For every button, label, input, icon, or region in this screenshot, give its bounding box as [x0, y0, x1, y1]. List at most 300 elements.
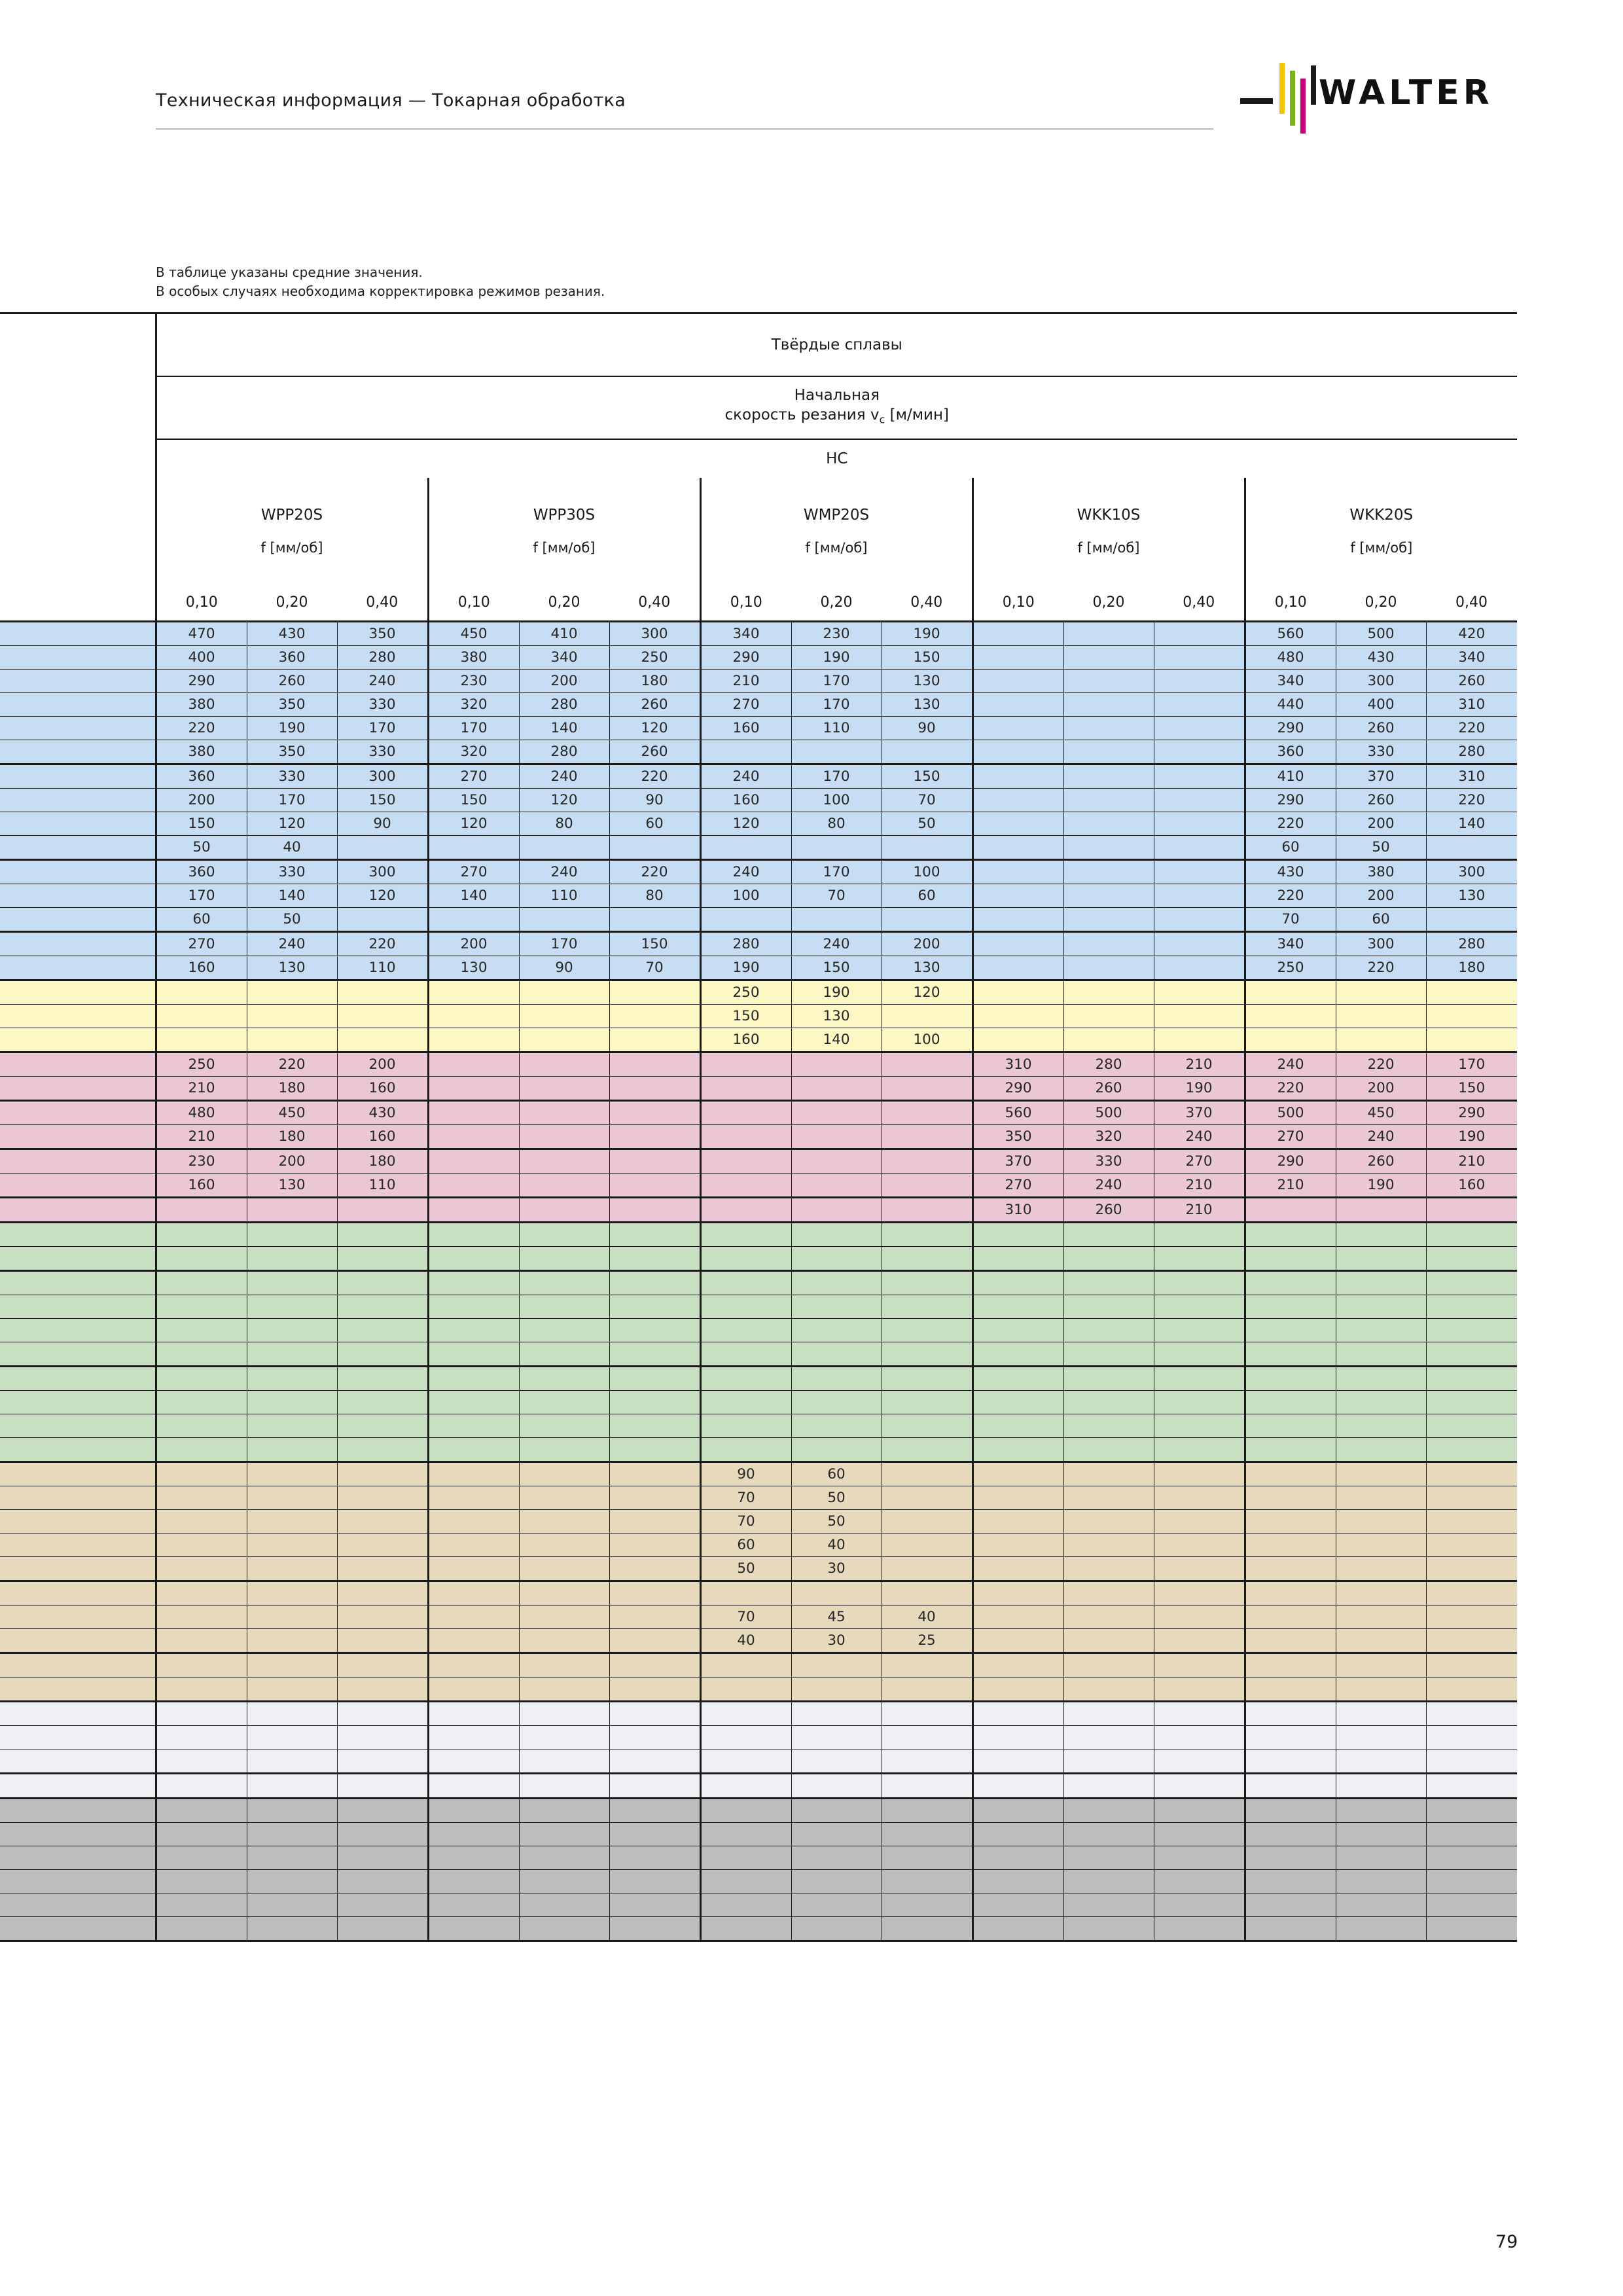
speed-value-cell [1154, 1438, 1245, 1462]
table-row [0, 1028, 1517, 1052]
speed-value-cell: 250 [700, 980, 791, 1005]
speed-value-cell [428, 1557, 519, 1581]
speed-value-cell [337, 1846, 428, 1870]
speed-value-cell [700, 1677, 791, 1702]
speed-value-cell [428, 1005, 519, 1028]
speed-value-cell [1154, 1749, 1245, 1774]
speed-value-cell [1426, 1749, 1517, 1774]
speed-value-cell [700, 1052, 791, 1077]
speed-value-cell [1336, 1653, 1426, 1677]
speed-value-cell: 280 [1426, 932, 1517, 956]
speed-value-cell: 160 [337, 1125, 428, 1149]
speed-value-cell [519, 1749, 609, 1774]
speed-value-cell: 360 [247, 646, 337, 670]
speed-value-cell [519, 1823, 609, 1846]
speed-value-cell [156, 1367, 247, 1391]
material-row-label-cell [0, 1223, 156, 1247]
speed-value-cell [428, 1198, 519, 1223]
material-row-label-cell [0, 1917, 156, 1941]
speed-value-cell [519, 1702, 609, 1726]
speed-value-cell: 90 [700, 1462, 791, 1486]
speed-value-cell [1154, 1247, 1245, 1271]
speed-value-cell [791, 1391, 882, 1414]
speed-value-cell [882, 1581, 972, 1605]
speed-value-cell [609, 1223, 700, 1247]
speed-value-cell [1245, 1677, 1336, 1702]
speed-value-cell [1154, 956, 1245, 980]
speed-value-cell [609, 1870, 700, 1893]
speed-value-cell: 130 [882, 693, 972, 717]
speed-value-cell [700, 1917, 791, 1941]
table-row [0, 1749, 1517, 1774]
speed-value-cell [609, 1462, 700, 1486]
speed-value-cell [428, 1653, 519, 1677]
speed-value-cell [1426, 1271, 1517, 1295]
speed-value-cell: 100 [791, 789, 882, 812]
speed-value-cell [247, 1653, 337, 1677]
speed-value-cell [972, 717, 1063, 740]
speed-value-cell [1063, 1726, 1154, 1749]
speed-value-cell [519, 1342, 609, 1367]
speed-value-cell [247, 1917, 337, 1941]
speed-value-cell: 220 [609, 860, 700, 884]
speed-value-cell: 160 [700, 789, 791, 812]
speed-value-cell [791, 1125, 882, 1149]
speed-value-cell [882, 1295, 972, 1319]
speed-value-cell [1154, 1462, 1245, 1486]
speed-value-cell: 190 [700, 956, 791, 980]
speed-value-cell [791, 1101, 882, 1125]
speed-value-cell: 100 [882, 860, 972, 884]
speed-value-cell: 310 [972, 1198, 1063, 1223]
speed-value-cell [609, 1247, 700, 1271]
coating-heading: HC [826, 450, 848, 467]
table-row [0, 1510, 1517, 1534]
speed-value-cell: 190 [1336, 1174, 1426, 1198]
speed-value-cell: 260 [609, 693, 700, 717]
speed-value-cell [609, 1893, 700, 1917]
table-row [0, 1223, 1517, 1247]
material-row-label-cell [0, 1028, 156, 1052]
material-row-label-cell [0, 908, 156, 932]
speed-value-cell [1063, 1799, 1154, 1823]
speed-value-cell [428, 1799, 519, 1823]
speed-value-cell: 200 [156, 789, 247, 812]
speed-value-cell: 80 [519, 812, 609, 836]
speed-value-cell [1336, 1774, 1426, 1799]
speed-value-cell: 130 [882, 956, 972, 980]
speed-value-cell [791, 1174, 882, 1198]
material-row-label-cell [0, 1774, 156, 1799]
speed-value-cell [337, 1677, 428, 1702]
speed-value-cell [337, 1581, 428, 1605]
speed-value-cell [337, 1247, 428, 1271]
lead-cell [0, 478, 156, 584]
speed-value-cell [1426, 1702, 1517, 1726]
speed-value-cell [791, 1749, 882, 1774]
speed-value-cell [1063, 932, 1154, 956]
speed-value-cell: 90 [337, 812, 428, 836]
speed-value-cell [609, 1271, 700, 1295]
speed-value-cell: 270 [428, 764, 519, 789]
speed-value-cell [428, 1677, 519, 1702]
speed-value-cell [1245, 1510, 1336, 1534]
speed-value-cell [972, 1677, 1063, 1702]
speed-value-cell [519, 1557, 609, 1581]
speed-value-cell [337, 1462, 428, 1486]
speed-value-cell [1245, 1247, 1336, 1271]
speed-value-cell [1154, 1342, 1245, 1367]
speed-value-cell: 270 [700, 693, 791, 717]
table-row [0, 1367, 1517, 1391]
speed-value-cell: 30 [791, 1629, 882, 1653]
speed-value-cell [791, 1367, 882, 1391]
speed-value-cell: 160 [700, 717, 791, 740]
speed-value-cell [1154, 860, 1245, 884]
speed-value-cell [1063, 1438, 1154, 1462]
speed-value-cell [700, 1823, 791, 1846]
speed-value-cell: 150 [428, 789, 519, 812]
speed-value-cell [1336, 1510, 1426, 1534]
speed-value-cell [1154, 1677, 1245, 1702]
speed-value-cell [882, 1367, 972, 1391]
speed-value-cell: 280 [1426, 740, 1517, 764]
speed-value-cell [519, 1462, 609, 1486]
speed-value-cell: 240 [519, 860, 609, 884]
speed-value-cell [428, 1629, 519, 1653]
speed-value-cell [1154, 1005, 1245, 1028]
speed-value-cell [428, 1174, 519, 1198]
speed-value-cell [156, 1581, 247, 1605]
speed-value-cell [700, 836, 791, 860]
speed-value-cell [247, 1605, 337, 1629]
feed-value-heading: 0,20 [548, 594, 580, 611]
speed-value-cell: 150 [337, 789, 428, 812]
logo-bars-icon [1240, 59, 1319, 137]
speed-value-cell: 290 [1245, 717, 1336, 740]
table-row [0, 740, 1517, 764]
speed-value-cell [519, 1846, 609, 1870]
speed-value-cell: 240 [1245, 1052, 1336, 1077]
speed-value-cell [337, 1223, 428, 1247]
speed-value-cell: 220 [247, 1052, 337, 1077]
speed-value-cell: 270 [428, 860, 519, 884]
table-row [0, 980, 1517, 1005]
speed-value-cell: 140 [1426, 812, 1517, 836]
speed-value-cell [428, 1917, 519, 1941]
speed-value-cell [700, 1653, 791, 1677]
speed-value-cell [1426, 1510, 1517, 1534]
speed-value-cell: 250 [609, 646, 700, 670]
speed-value-cell [1154, 812, 1245, 836]
speed-value-cell: 120 [247, 812, 337, 836]
speed-value-cell [609, 1438, 700, 1462]
speed-value-cell [247, 1295, 337, 1319]
speed-value-cell [1063, 1557, 1154, 1581]
speed-value-cell [156, 1702, 247, 1726]
speed-value-cell: 200 [428, 932, 519, 956]
speed-value-cell: 330 [247, 764, 337, 789]
speed-value-cell: 150 [700, 1005, 791, 1028]
lead-cell [0, 439, 156, 478]
speed-value-cell [609, 1295, 700, 1319]
speed-value-cell [700, 1247, 791, 1271]
speed-value-cell [609, 1702, 700, 1726]
speed-value-cell [1063, 1749, 1154, 1774]
speed-value-cell [519, 1510, 609, 1534]
speed-value-cell [882, 1823, 972, 1846]
speed-value-cell [428, 1052, 519, 1077]
table-row [0, 1077, 1517, 1101]
speed-value-cell: 150 [882, 646, 972, 670]
speed-value-cell [1336, 1005, 1426, 1028]
speed-value-cell [609, 1319, 700, 1342]
speed-value-cell [428, 1149, 519, 1174]
grade-name: WKK10S [1077, 507, 1141, 524]
speed-value-cell [1336, 1462, 1426, 1486]
speed-value-cell: 220 [1336, 956, 1426, 980]
speed-value-cell: 290 [1426, 1101, 1517, 1125]
speed-value-cell [972, 1846, 1063, 1870]
speed-value-cell [428, 1125, 519, 1149]
speed-value-cell: 430 [247, 622, 337, 646]
speed-value-cell: 440 [1245, 693, 1336, 717]
speed-value-cell: 210 [1245, 1174, 1336, 1198]
speed-value-cell [337, 1510, 428, 1534]
speed-value-cell [1063, 1677, 1154, 1702]
speed-value-cell [882, 1005, 972, 1028]
speed-value-cell: 170 [337, 717, 428, 740]
speed-value-cell [1426, 1005, 1517, 1028]
speed-value-cell [1154, 764, 1245, 789]
grade-heading [700, 478, 972, 584]
material-row-label-cell [0, 1367, 156, 1391]
speed-value-cell [882, 1174, 972, 1198]
speed-value-cell [1063, 1823, 1154, 1846]
material-row-label-cell [0, 717, 156, 740]
speed-value-cell: 220 [609, 764, 700, 789]
speed-value-cell [972, 1247, 1063, 1271]
material-row-label-cell [0, 1534, 156, 1557]
speed-value-cell: 240 [337, 670, 428, 693]
cutting-speed-table [0, 312, 1517, 1942]
speed-value-cell [1245, 1319, 1336, 1342]
speed-value-cell: 180 [247, 1077, 337, 1101]
table-row [0, 789, 1517, 812]
speed-value-cell [1154, 670, 1245, 693]
speed-value-cell: 400 [156, 646, 247, 670]
speed-value-cell: 240 [1336, 1125, 1426, 1149]
speed-value-cell: 190 [1154, 1077, 1245, 1101]
speed-value-cell [1063, 717, 1154, 740]
speed-value-cell [700, 1271, 791, 1295]
speed-value-cell [1063, 836, 1154, 860]
grade-name: WKK20S [1349, 507, 1414, 524]
speed-value-cell [609, 980, 700, 1005]
speed-value-cell [609, 1342, 700, 1367]
speed-value-cell: 280 [337, 646, 428, 670]
table-row [0, 1271, 1517, 1295]
material-row-label-cell [0, 836, 156, 860]
speed-value-cell [247, 1414, 337, 1438]
speed-value-cell: 50 [700, 1557, 791, 1581]
speed-value-cell [519, 908, 609, 932]
speed-value-cell [428, 1271, 519, 1295]
speed-value-cell [609, 1367, 700, 1391]
speed-value-cell: 300 [609, 622, 700, 646]
speed-value-cell: 370 [1154, 1101, 1245, 1125]
speed-value-cell [1154, 1414, 1245, 1438]
table-row [0, 1726, 1517, 1749]
speed-value-cell [519, 1028, 609, 1052]
material-row-label-cell [0, 1870, 156, 1893]
feed-value-heading: 0,10 [1002, 594, 1035, 611]
speed-value-cell: 200 [247, 1149, 337, 1174]
speed-value-cell: 340 [1426, 646, 1517, 670]
speed-value-cell: 210 [156, 1077, 247, 1101]
speed-value-cell [337, 1367, 428, 1391]
table-row [0, 1799, 1517, 1823]
material-row-label-cell [0, 1702, 156, 1726]
speed-value-cell [428, 1247, 519, 1271]
table-row [0, 1462, 1517, 1486]
speed-value-cell: 280 [519, 740, 609, 764]
speed-value-cell [519, 1319, 609, 1342]
material-row-label-cell [0, 646, 156, 670]
speed-value-cell [1154, 1534, 1245, 1557]
speed-value-cell [337, 1605, 428, 1629]
speed-value-cell [1154, 884, 1245, 908]
speed-value-cell: 430 [1336, 646, 1426, 670]
material-row-label-cell [0, 980, 156, 1005]
material-row-label-cell [0, 764, 156, 789]
speed-value-cell: 250 [156, 1052, 247, 1077]
speed-value-cell [972, 1005, 1063, 1028]
speed-value-cell [519, 1077, 609, 1101]
speed-value-cell [337, 1702, 428, 1726]
material-row-label-cell [0, 1174, 156, 1198]
speed-value-cell [337, 1342, 428, 1367]
feed-unit-label: f [мм/об] [805, 540, 868, 556]
speed-value-cell [156, 1391, 247, 1414]
speed-value-cell [1154, 1870, 1245, 1893]
speed-value-cell [1245, 1223, 1336, 1247]
speed-value-cell: 280 [1063, 1052, 1154, 1077]
speed-value-cell [609, 1510, 700, 1534]
speed-value-cell [156, 1271, 247, 1295]
grade-heading [1245, 478, 1517, 584]
speed-value-cell [1154, 1799, 1245, 1823]
speed-value-cell [156, 1295, 247, 1319]
speed-subscript: c [879, 413, 885, 426]
speed-value-cell [1154, 980, 1245, 1005]
speed-value-cell [1336, 1198, 1426, 1223]
speed-value-cell [1245, 1629, 1336, 1653]
speed-value-cell: 210 [1154, 1052, 1245, 1077]
speed-value-cell [882, 1870, 972, 1893]
speed-value-cell [1063, 670, 1154, 693]
speed-value-cell: 380 [156, 740, 247, 764]
speed-value-cell [882, 1893, 972, 1917]
speed-value-cell: 180 [1426, 956, 1517, 980]
material-row-label-cell [0, 1271, 156, 1295]
speed-value-cell [1154, 932, 1245, 956]
speed-value-cell [700, 1774, 791, 1799]
speed-value-cell [609, 1653, 700, 1677]
speed-value-cell [519, 1125, 609, 1149]
material-row-label-cell [0, 1581, 156, 1605]
speed-value-cell: 160 [156, 1174, 247, 1198]
speed-value-cell: 290 [700, 646, 791, 670]
table-row [0, 1319, 1517, 1342]
material-row-label-cell [0, 740, 156, 764]
speed-value-cell: 200 [519, 670, 609, 693]
speed-value-cell [1063, 764, 1154, 789]
speed-value-cell [972, 1028, 1063, 1052]
speed-value-cell: 50 [882, 812, 972, 836]
speed-value-cell: 190 [791, 980, 882, 1005]
speed-value-cell [791, 1198, 882, 1223]
speed-value-cell [1245, 1581, 1336, 1605]
speed-value-cell [700, 1198, 791, 1223]
speed-value-cell [791, 1917, 882, 1941]
table-row [0, 836, 1517, 860]
feed-value-heading: 0,40 [337, 584, 428, 622]
speed-value-cell [428, 908, 519, 932]
speed-value-cell [1063, 1702, 1154, 1726]
speed-value-cell [882, 1414, 972, 1438]
table-row [0, 764, 1517, 789]
speed-value-cell [156, 1438, 247, 1462]
speed-value-cell [1063, 1774, 1154, 1799]
speed-value-cell: 70 [700, 1486, 791, 1510]
speed-value-cell [972, 1629, 1063, 1653]
speed-value-cell [609, 1149, 700, 1174]
note-line: В особых случаях необходима корректировка режимов резания. [156, 283, 605, 299]
speed-value-cell [519, 1101, 609, 1125]
speed-value-cell: 220 [1245, 812, 1336, 836]
speed-value-cell [156, 1319, 247, 1342]
speed-value-cell [1154, 1629, 1245, 1653]
speed-value-cell [156, 1198, 247, 1223]
speed-value-cell [1063, 1486, 1154, 1510]
speed-value-cell [1063, 1223, 1154, 1247]
speed-value-cell [428, 1774, 519, 1799]
speed-value-cell [1426, 1319, 1517, 1342]
speed-value-cell [700, 1846, 791, 1870]
speed-value-cell [972, 1510, 1063, 1534]
table-row [0, 1823, 1517, 1846]
speed-value-cell [882, 1077, 972, 1101]
speed-value-cell: 220 [1426, 717, 1517, 740]
material-row-label-cell [0, 1077, 156, 1101]
speed-value-cell: 330 [247, 860, 337, 884]
speed-value-cell [1336, 1438, 1426, 1462]
speed-value-cell: 410 [1245, 764, 1336, 789]
speed-value-cell: 230 [428, 670, 519, 693]
speed-value-cell: 240 [519, 764, 609, 789]
speed-value-cell [428, 1414, 519, 1438]
speed-value-cell [337, 1774, 428, 1799]
speed-value-cell [337, 1557, 428, 1581]
speed-value-cell: 190 [247, 717, 337, 740]
speed-value-cell [247, 1005, 337, 1028]
speed-value-cell [519, 1581, 609, 1605]
speed-value-cell [1063, 860, 1154, 884]
speed-value-cell: 110 [337, 1174, 428, 1198]
speed-value-cell: 100 [882, 1028, 972, 1052]
speed-value-cell [700, 1749, 791, 1774]
